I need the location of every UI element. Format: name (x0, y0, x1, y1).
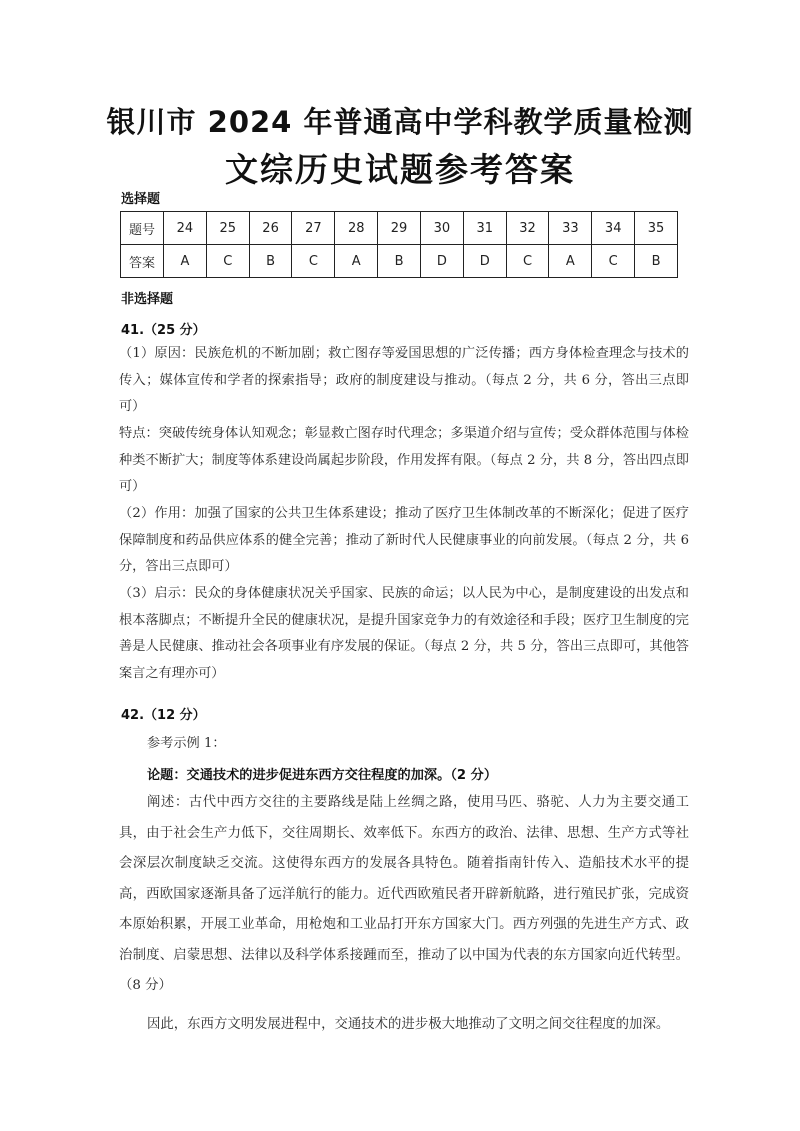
answer-table (120, 211, 678, 278)
answer-cell: D (463, 245, 506, 278)
answer-cell: B (378, 245, 421, 278)
answer-cell: B (249, 245, 292, 278)
reference-example-label: 参考示例 1： (147, 736, 226, 751)
question-41-part2: （2）作用：加强了国家的公共卫生体系建设；推动了医疗卫生体制改革的不断深化；促进了医疗保障制度和药品供应体系的健全完善；推动了新时代人民健康事业的向前发展。（每点 2 分，共 6 分，答出三点即可） (119, 506, 689, 574)
question-number-cell: 24 (164, 212, 207, 245)
question-number-cell: 26 (249, 212, 292, 245)
question-41-part1-features: 特点：突破传统身体认知观念；彰显救亡图存时代理念；多渠道介绍与宣传；受众群体范围与体检种类不断扩大；制度等体系建设尚属起步阶段，作用发挥有限。（每点 2 分，共 8 分，答出四点即可） (119, 426, 689, 494)
question-number-cell: 34 (592, 212, 635, 245)
answer-cell: D (420, 245, 463, 278)
thesis-statement: 论题：交通技术的进步促进东西方交往程度的加深。（2 分） (147, 768, 498, 783)
answer-cell: C (592, 245, 635, 278)
question-number-cell: 35 (635, 212, 678, 245)
row-header-answer: 答案 (121, 245, 164, 278)
question-number-cell: 32 (506, 212, 549, 245)
question-41-part3: （3）启示：民众的身体健康状况关乎国家、民族的命运；以人民为中心，是制度建设的出发点和根本落脚点；不断提升全民的健康状况，是提升国家竞争力的有效途径和手段；医疗卫生制度的完善是人民健康、推动社会各项事业有序发展的保证。（每点 2 分，共 5 分，答出三点即可，其他答案言之有理亦可） (119, 586, 689, 681)
conclusion-paragraph: 因此，东西方文明发展进程中，交通技术的进步极大地推动了文明之间交往程度的加深。 (147, 1017, 670, 1032)
question-number-cell: 28 (335, 212, 378, 245)
question-41-title: 41.（25 分） (121, 323, 206, 338)
row-header-number: 题号 (121, 212, 164, 245)
question-41-part1-causes: （1）原因：民族危机的不断加剧；救亡图存等爱国思想的广泛传播；西方身体检查理念与技术的传入；媒体宣传和学者的探索指导；政府的制度建设与推动。（每点 2 分，共 6 分，答出三点即可） (119, 346, 689, 414)
answer-cell: A (164, 245, 207, 278)
question-number-cell: 30 (420, 212, 463, 245)
document-subtitle: 文综历史试题参考答案 (225, 150, 575, 189)
question-42-title: 42.（12 分） (121, 708, 206, 723)
question-number-cell: 25 (206, 212, 249, 245)
answer-cell: C (206, 245, 249, 278)
answer-cell: C (292, 245, 335, 278)
question-number-cell: 29 (378, 212, 421, 245)
answer-cell: A (335, 245, 378, 278)
answer-cell: B (635, 245, 678, 278)
question-number-cell: 27 (292, 212, 335, 245)
elaboration-paragraph: 阐述：古代中西方交往的主要路线是陆上丝绸之路，使用马匹、骆驼、人力为主要交通工具，由于社会生产力低下，交往周期长、效率低下。东西方的政治、法律、思想、生产方式等社会深层次制度缺乏交流。这使得东西方的发展各具特色。随着指南针传入、造船技术水平的提高，西欧国家逐渐具备了远洋航行的能力。近代西欧殖民者开辟新航路，进行殖民扩张，完成资本原始积累，开展工业革命，用枪炮和工业品打开东方国家大门。西方列强的先进生产方式、政治制度、启蒙思想、法律以及科学体系接踵而至，推动了以中国为代表的东方国家向近代转型。（8 分） (119, 795, 689, 993)
answer-cell: A (549, 245, 592, 278)
question-number-cell: 33 (549, 212, 592, 245)
answer-cell: C (506, 245, 549, 278)
document-title: 银川市 2024 年普通高中学科教学质量检测 (106, 105, 694, 139)
question-number-row (121, 212, 678, 245)
non-multiple-choice-label: 非选择题 (121, 292, 174, 307)
answer-row (121, 245, 678, 278)
multiple-choice-label: 选择题 (121, 192, 161, 207)
question-number-cell: 31 (463, 212, 506, 245)
